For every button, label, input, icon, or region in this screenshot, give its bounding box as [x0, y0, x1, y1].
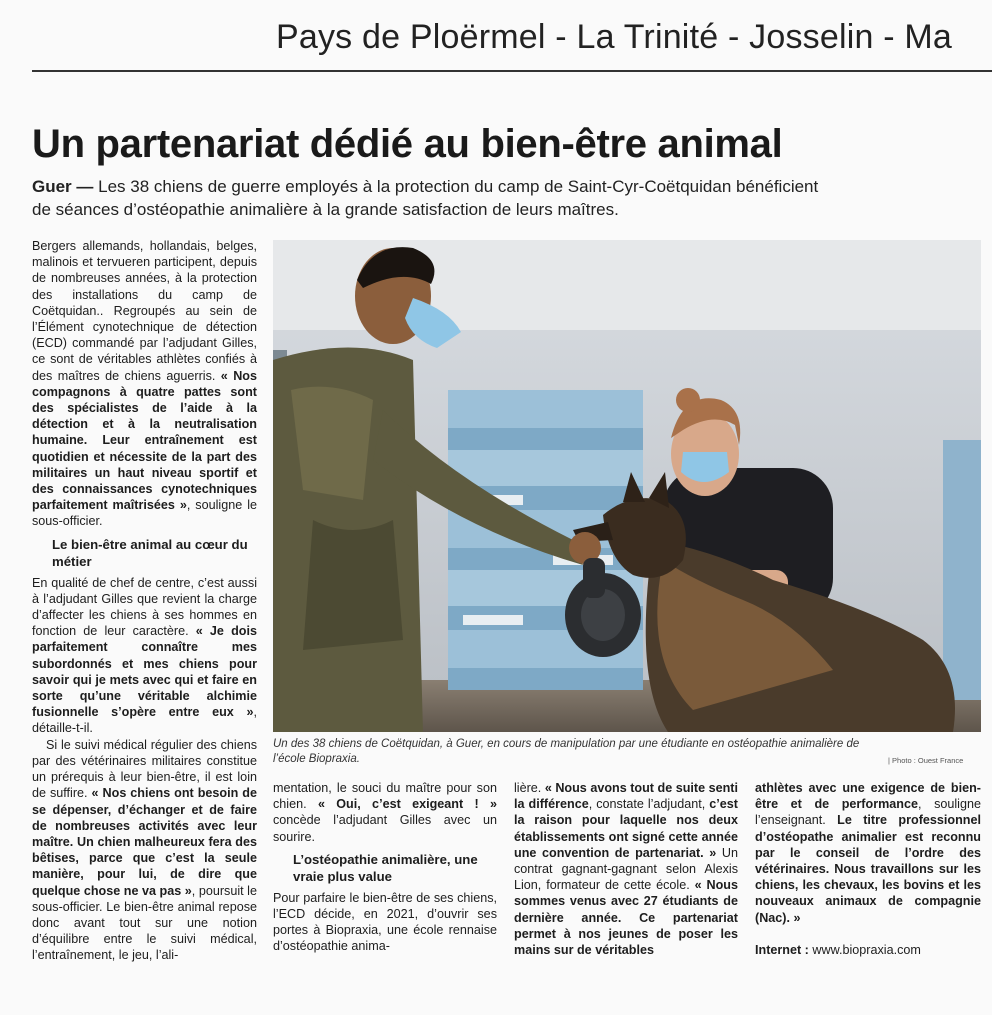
article-column-3	[514, 780, 738, 958]
body-text: , constate l’adjudant,	[588, 797, 710, 812]
internet-url[interactable]: www.biopraxia.com	[808, 942, 921, 957]
paragraph	[273, 780, 497, 845]
body-text: Bergers allemands, hollandais, belges, malinois et tervueren participent, depuis de nombreuses années, à la protection des installations du camp de Coëtquidan.. Regroupés au sein de l’Élément cynotechnique de détection (ECD) commandé par l’adjudant Gilles, ce sont de véritables athlètes confiés à des maîtres de chiens aguerris.	[32, 239, 257, 383]
subheading: Le bien-être animal au cœur du métier	[52, 536, 248, 569]
article-headline: Un partenariat dédié au bien-être animal	[32, 122, 783, 166]
quote-text: « Nos chiens ont besoin de se dépenser, d’échanger et de faire de nombreuses activités avec leur maître. Un chien malheureux fera des bêtises, parce que c’est la seule manière, pour lui, de dire que quelque chose ne va pas »	[32, 786, 257, 898]
quote-text: c’est la raison pour laquelle nos deux établissements ont signé cette année une convention de partenariat. »	[514, 797, 738, 860]
article-photo	[273, 240, 981, 732]
section-title: Pays de Ploërmel - La Trinité - Josselin - Ma	[276, 18, 953, 56]
body-text: , détaille-t-il.	[32, 705, 257, 736]
body-text: concède l’adjudant Gilles avec un sourire.	[273, 813, 497, 844]
body-text: , poursuit le sous-officier. Le bien-être animal repose donc avant tout sur une notion d’équilibre entre le suivi médical, l’entraînement, le jeu, l’ali-	[32, 883, 257, 963]
standfirst-text: Les 38 chiens de guerre employés à la protection du camp de Saint-Cyr-Coëtquidan bénéficient de séances d’ostéopathie animalière à la grande satisfaction de leurs maîtres.	[32, 177, 819, 219]
paragraph: Pour parfaire le bien-être de ses chiens, l’ECD décide, en 2021, d’ouvrir ses portes à Biopraxia, une école rennaise d’ostéopathie anima-	[273, 890, 497, 954]
quote-text: « Je dois parfaitement connaître mes subordonnés et mes chiens pour savoir qui je mets avec qui et faire en sorte qu’une véritable alchimie fusionnelle s’opère entre eux »	[32, 624, 257, 720]
paragraph	[514, 780, 738, 958]
body-text: Si le suivi médical régulier des chiens par des vétérinaires militaires constitue un prérequis à leur bien-être, il est loin de suffire.	[32, 737, 257, 801]
internet-label: Internet :	[755, 942, 809, 957]
quote-text: athlètes avec une exigence de bien-être et de performance	[755, 781, 981, 812]
article-column-2	[273, 780, 497, 955]
header-rule	[32, 70, 992, 72]
body-text: Un contrat gagnant-gagnant selon Alexis Lion, formateur de cette école.	[514, 845, 738, 893]
quote-text: « Nous sommes venus avec 27 étudiants de dernière année. Ce partenariat permet à nos jeunes de poser les mains sur de véritables	[514, 878, 738, 958]
internet-line	[755, 942, 981, 958]
body-text: lière.	[514, 781, 545, 795]
quote-text: « Oui, c’est exigeant ! »	[317, 797, 498, 812]
photo-caption: Un des 38 chiens de Coëtquidan, à Guer, en cours de manipulation par une étudiante en ostéopathie animalière de l’école Biopraxia.	[273, 738, 860, 765]
paragraph	[32, 238, 257, 530]
subheading: L’ostéopathie animalière, une vraie plus value	[293, 851, 478, 884]
quote-text: « Nos compagnons à quatre pattes sont des spécialistes de l’aide à la détection et à la neutralisation humaine. Leur entraînement est quotidien et nécessite de la part des militaires un haut niveau sportif et des connaissances cynotechniques parfaitement maîtrisées »	[32, 368, 257, 513]
dateline: Guer —	[32, 177, 94, 196]
body-text: , souligne l’enseignant.	[755, 797, 981, 828]
body-text: , souligne le sous-officier.	[32, 498, 257, 529]
paragraph	[32, 737, 257, 964]
page-header	[0, 0, 992, 72]
article-column-4	[755, 780, 981, 958]
paragraph	[755, 780, 981, 926]
paragraph	[32, 575, 257, 737]
article-column-1	[32, 238, 257, 964]
article-standfirst	[32, 175, 832, 221]
quote-text: Le titre professionnel d’ostéopathe animalier est reconnu par le conseil de l’ordre des vétérinaires. Nous travaillons sur les chiens, les chevaux, les bovins et les nouveaux animaux de compagnie (Nac). »	[755, 813, 981, 925]
body-text: En qualité de chef de centre, c’est aussi à l’adjudant Gilles que revient la charge d’affecter les chiens à ses hommes en fonction de leur caractère.	[32, 575, 257, 639]
quote-text: « Nous avons tout de suite senti la différence	[514, 781, 739, 812]
body-text: mentation, le souci du maître pour son chien.	[273, 781, 497, 812]
photo-credit: | Photo : Ouest France	[888, 756, 964, 765]
